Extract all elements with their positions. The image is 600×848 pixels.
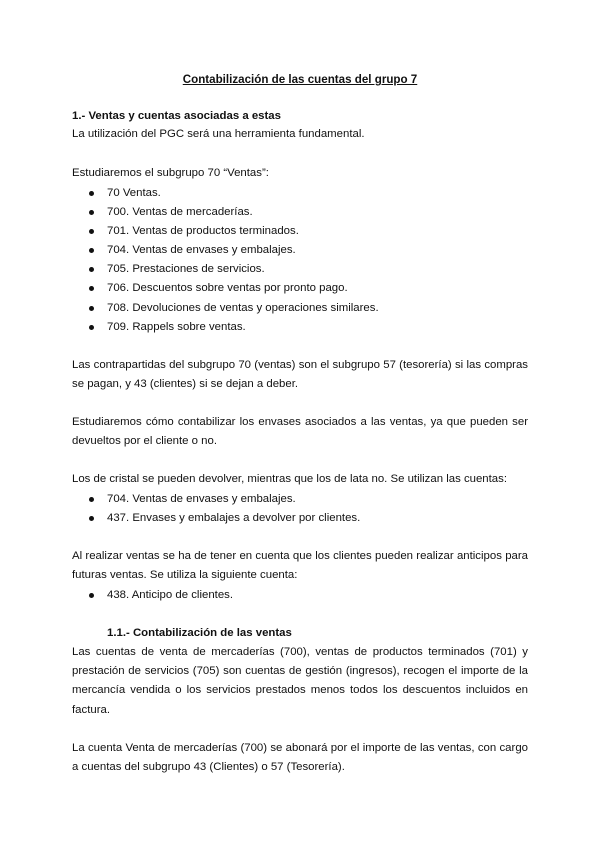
bullet-icon — [89, 306, 94, 311]
list-item: 704. Ventas de envases y embalajes. — [72, 490, 528, 509]
document-page — [72, 0, 528, 848]
bullet-icon — [89, 248, 94, 253]
bullet-icon — [89, 286, 94, 291]
packaging-paragraph: Estudiaremos cómo contabilizar los envases asociados a las ventas, ya que pueden ser devueltos por el cliente o no. — [72, 416, 528, 448]
advance-accounts-list — [72, 586, 528, 605]
bullet-icon — [89, 229, 94, 234]
bullet-icon — [89, 325, 94, 330]
list-item: 706. Descuentos sobre ventas por pronto pago. — [72, 279, 528, 298]
advances-paragraph: Al realizar ventas se ha de tener en cuenta que los clientes pueden realizar anticipos para futuras ventas. Se utiliza la siguiente cuenta: — [72, 550, 528, 582]
bullet-icon — [89, 267, 94, 272]
list-item: 438. Anticipo de clientes. — [72, 586, 528, 605]
list-item: 709. Rappels sobre ventas. — [72, 318, 528, 337]
bullet-icon — [89, 593, 94, 598]
bullet-icon — [89, 210, 94, 215]
bullet-icon — [89, 191, 94, 196]
sales-accounting-paragraph-1: Las cuentas de venta de mercaderías (700), ventas de productos terminados (701) y prestación de servicios (705) son cuentas de gestión (ingresos), recogen el importe de la mercancía vendida o los servicios prestados menos todos los descuentos incluidos en factura. — [72, 646, 528, 716]
list-item: 70 Ventas. — [72, 184, 528, 203]
list-item: 701. Ventas de productos terminados. — [72, 222, 528, 241]
list-item: 705. Prestaciones de servicios. — [72, 260, 528, 279]
list-item: 708. Devoluciones de ventas y operaciones similares. — [72, 299, 528, 318]
page-title: Contabilización de las cuentas del grupo 7 — [182, 73, 418, 86]
bullet-icon — [89, 497, 94, 502]
list-item: 437. Envases y embalajes a devolver por clientes. — [72, 509, 528, 528]
section-1-intro: La utilización del PGC será una herramienta fundamental. — [72, 128, 365, 140]
section-1-heading: 1.- Ventas y cuentas asociadas a estas — [72, 110, 281, 122]
list-item: 700. Ventas de mercaderías. — [72, 203, 528, 222]
subgroup-intro: Estudiaremos el subgrupo 70 “Ventas”: — [72, 167, 269, 179]
counterparts-paragraph: Las contrapartidas del subgrupo 70 (ventas) son el subgrupo 57 (tesorería) si las compras se pagan, y 43 (clientes) si se dejan a deber. — [72, 359, 528, 391]
section-1-1-heading: 1.1.- Contabilización de las ventas — [107, 627, 292, 639]
bullet-icon — [89, 516, 94, 521]
sales-accounts-list — [72, 184, 528, 337]
glass-accounts-list — [72, 490, 528, 528]
sales-accounting-paragraph-2: La cuenta Venta de mercaderías (700) se abonará por el importe de las ventas, con cargo a cuentas del subgrupo 43 (Clientes) o 57 (Tesorería). — [72, 742, 528, 774]
glass-intro: Los de cristal se pueden devolver, mientras que los de lata no. Se utilizan las cuentas: — [72, 473, 508, 485]
list-item: 704. Ventas de envases y embalajes. — [72, 241, 528, 260]
